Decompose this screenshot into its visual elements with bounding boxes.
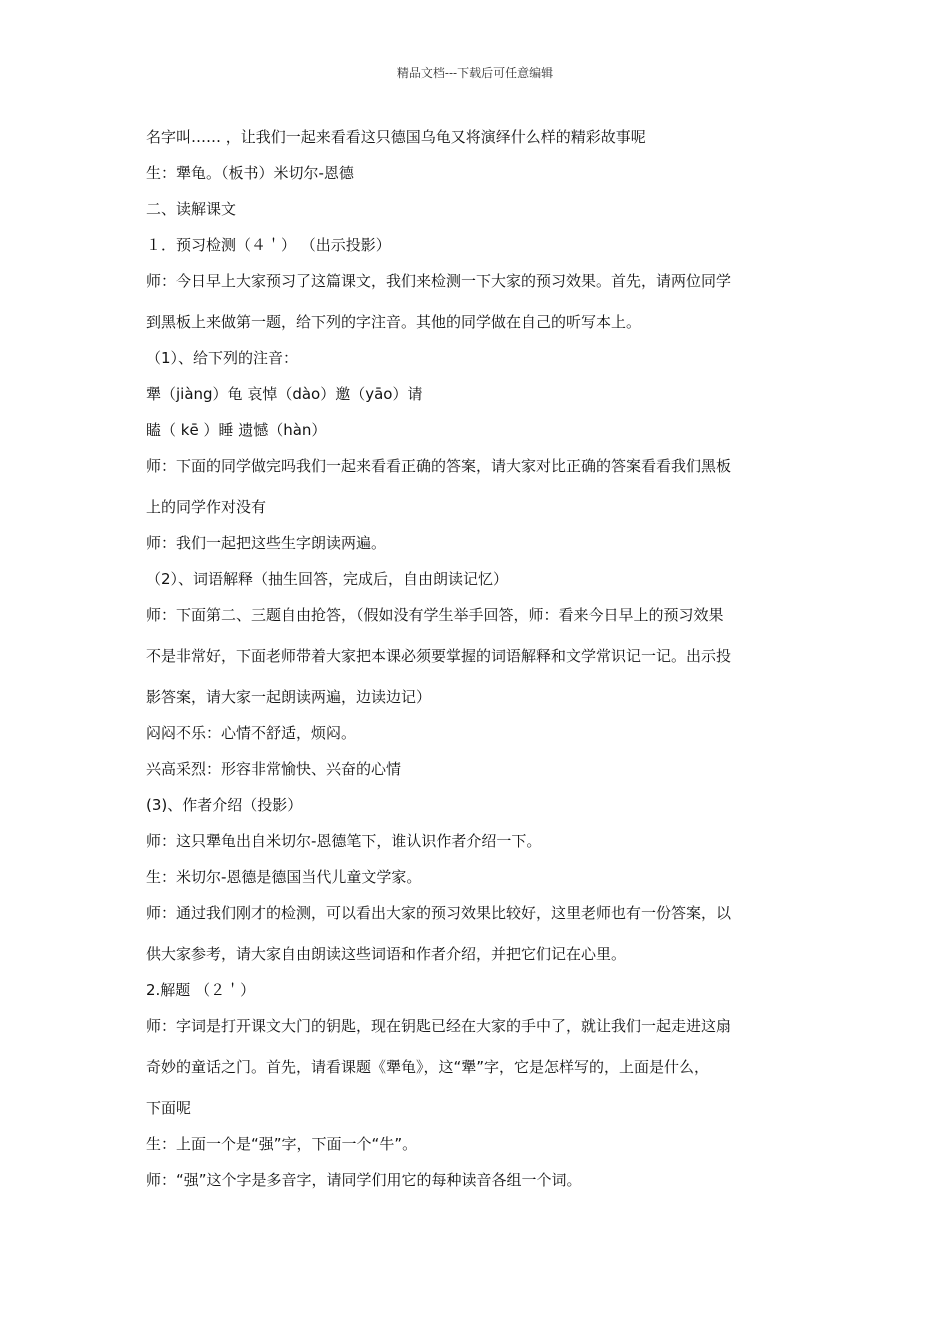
text-line: 奇妙的童话之门。首先，请看课题《犟龟》，这“犟”字，它是怎样写的，上面是什么， [146, 1058, 710, 1076]
text-line: 生：上面一个是“强”字，下面一个“牛”。 [146, 1135, 418, 1153]
text-line: 生：米切尔-恩德是德国当代儿童文学家。 [146, 868, 422, 886]
text-line: 名字叫…… ，让我们一起来看看这只德国乌龟又将演绎什么样的精彩故事呢 [146, 128, 646, 146]
text-line: 师：我们一起把这些生字朗读两遍。 [146, 534, 387, 552]
text-line: 兴高采烈：形容非常愉快、兴奋的心情 [146, 760, 402, 778]
text-line: （1）、给下列的注音： [146, 349, 299, 367]
text-line: 师：通过我们刚才的检测，可以看出大家的预习效果比较好，这里老师也有一份答案，以 [146, 904, 732, 922]
page-header: 精品文档---下载后可任意编辑 [396, 66, 554, 80]
text-line: 生：犟龟。（板书）米切尔-恩德 [146, 164, 354, 182]
text-line: （2）、词语解释（抽生回答，完成后，自由朗读记忆） [146, 570, 509, 588]
text-line: 瞌（ kē ）睡 遗憾（hàn） [146, 421, 327, 439]
text-line: 师：字词是打开课文大门的钥匙，现在钥匙已经在大家的手中了，就让我们一起走进这扇 [146, 1017, 732, 1035]
text-line: 师：今日早上大家预习了这篇课文，我们来检测一下大家的预习效果。首先，请两位同学 [146, 272, 732, 290]
text-line: 犟（jiàng）龟 哀悼（dào）邀（yāo）请 [146, 385, 423, 403]
text-line: 师：“强”这个字是多音字，请同学们用它的每种读音各组一个词。 [146, 1171, 582, 1189]
text-line: 师：这只犟龟出自米切尔-恩德笔下，谁认识作者介绍一下。 [146, 832, 542, 850]
section-heading: 二、读解课文 [146, 200, 237, 218]
text-line: 闷闷不乐：心情不舒适，烦闷。 [146, 724, 357, 742]
text-line: 师：下面的同学做完吗我们一起来看看正确的答案，请大家对比正确的答案看看我们黑板 [146, 457, 732, 475]
text-line: 下面呢 [146, 1099, 192, 1117]
text-line: (3)、作者介绍（投影） [146, 796, 303, 814]
text-line: 影答案，请大家一起朗读两遍，边读边记） [146, 688, 432, 706]
subsection-heading: 2.解题 （２＇） [146, 981, 256, 999]
text-line: 上的同学作对没有 [146, 498, 267, 516]
text-line: 到黑板上来做第一题，给下列的字注音。其他的同学做在自己的听写本上。 [146, 313, 642, 331]
text-line: 不是非常好，下面老师带着大家把本课必须要掌握的词语解释和文学常识记一记。出示投 [146, 647, 732, 665]
text-line: 供大家参考，请大家自由朗读这些词语和作者介绍，并把它们记在心里。 [146, 945, 627, 963]
text-line: 师：下面第二、三题自由抢答，（假如没有学生举手回答，师：看来今日早上的预习效果 [146, 606, 724, 624]
subsection-heading: １．预习检测（４＇） （出示投影） [146, 236, 391, 254]
